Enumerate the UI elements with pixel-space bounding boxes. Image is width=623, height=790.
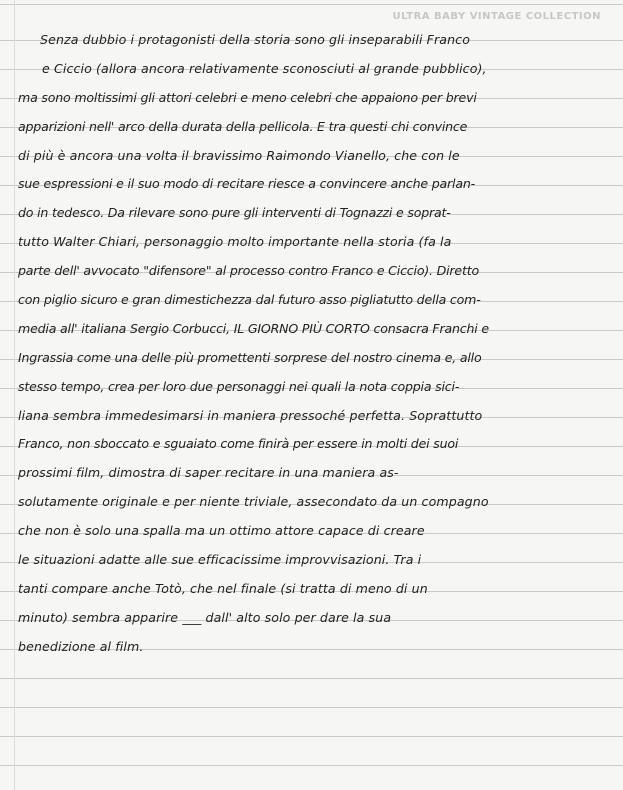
text-line: le situazioni adatte alle sue efficacissime improvvisazioni. Tra i: [18, 552, 422, 568]
text-line: parte dell' avvocato "difensore" al processo contro Franco e Ciccio). Diretto: [18, 263, 479, 279]
text-line: Senza dubbio i protagonisti della storia sono gli inseparabili Franco: [40, 32, 470, 47]
text-line: che non è solo una spalla ma un ottimo attore capace di creare: [18, 523, 425, 539]
watermark: ULTRA BABY VINTAGE COLLECTION: [392, 11, 601, 22]
text-line: con piglio sicuro e gran dimestichezza dal futuro asso pigliatutto della com-: [18, 292, 481, 308]
text-line: stesso tempo, crea per loro due personaggi nei quali la nota coppia sici-: [18, 378, 460, 394]
text-line: e Ciccio (allora ancora relativamente sconosciuti al grande pubblico),: [42, 60, 487, 76]
handwritten-text: [18, 26, 616, 662]
margin-line: [14, 0, 15, 790]
text-line: Franco, non sboccato e sguaiato come finirà per essere in molti dei suoi: [18, 436, 459, 452]
text-line: tutto Walter Chiari, personaggio molto importante nella storia (fa la: [18, 234, 452, 250]
text-line: liana sembra immedesimarsi in maniera pressoché perfetta. Soprattutto: [18, 407, 483, 423]
text-line: tanti compare anche Totò, che nel finale (si tratta di meno di un: [18, 580, 428, 596]
text-line: media all' italiana Sergio Corbucci, IL GIORNO PIÙ CORTO consacra Franchi e: [18, 320, 489, 336]
text-line: solutamente originale e per niente triviale, assecondato da un compagno: [18, 494, 489, 510]
text-line: benedizione al film.: [18, 638, 144, 654]
text-line: Ingrassia come una delle più promettenti sorprese del nostro cinema e, allo: [18, 349, 482, 365]
text-line: sue espressioni e il suo modo di recitare riesce a convincere anche parlan-: [18, 176, 475, 192]
text-line: prossimi film, dimostra di saper recitare in una maniera as-: [18, 465, 399, 481]
text-line: apparizioni nell' arco della durata della pellicola. E tra questi chi convince: [18, 118, 468, 134]
text-line: ma sono moltissimi gli attori celebri e meno celebri che appaiono per brevi: [18, 89, 477, 105]
text-line: minuto) sembra apparire ___ dall' alto solo per dare la sua: [18, 609, 392, 625]
text-line: di più è ancora una volta il bravissimo Raimondo Vianello, che con le: [18, 147, 460, 163]
text-line: do in tedesco. Da rilevare sono pure gli interventi di Tognazzi e soprat-: [18, 205, 451, 221]
